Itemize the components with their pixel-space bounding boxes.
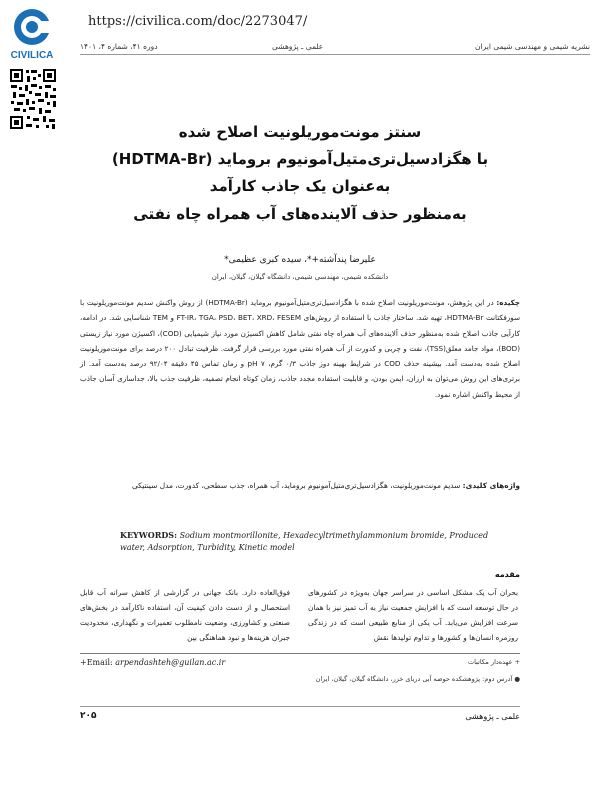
intro-heading: مقدمه xyxy=(494,570,520,579)
keywords-persian xyxy=(80,478,520,494)
title-line-4: به‌منظور حذف آلاینده‌های آب همراه چاه نفتی xyxy=(133,205,467,223)
abstract-text: در این پژوهش، مونت‌موریلونیت اصلاح شده با هگزادسیل‌تری‌متیل‌آمونیوم برومايد (HDTMA-Br) از روش واکنش سدیم مونت‌موریلونیت با سورفکتانت HDTMA-Br، تهیه شد. ساختار جاذب با استفاده از روش‌های FT-IR، TGA، PSD، BET، XRD، FESEM و TEM شناسایی شد. در ادامه، کارآیی جاذب اصلاح شده به‌منظور حذف آلاینده‌های آب همراه چاه نفتی شامل کاهش اکسیژن مورد نیاز شیمیایی (COD)، اکسیژن مورد نیاز زیستی (BOD)، مواد جامد معلق(TSS)، نفت و چربی و کدورت از آب همراه نفتی مورد بررسی قرار گرفت. ظرفیت تبادل ۲۰۰ درصد برای مونت‌موریلونیت اصلاح شده به‌دست آمد. بیشینه حذف COD در شرایط بهینه دوز جاذب ۰/۳ گرم، pH ۷ و زمان تماس ۴۵ دقیقه ۹۲/۰۴ درصد به‌دست آمد. از برتری‌های این روش می‌توان به ارزان، ایمن بودن، و قابلیت استفاده مجدد جاذب، زمان کوتاه انجام تصفیه، ظرفیت جذب بالا، جداسازی آسان جاذب از محیط واکنش اشاره نمود. xyxy=(80,298,521,399)
keywords-english xyxy=(120,529,490,554)
keywords-persian-text: سدیم مونت‌موریلونیت، هگزادسیل‌تری‌متیل‌آمونیوم برومايد، آب همراه، جذب سطحی، کدورت، مدل سینتیکی xyxy=(132,481,463,490)
authors: علیرضا پندآشته‌+*، سیده کبری عظیمی* xyxy=(224,255,376,265)
footer-divider xyxy=(80,706,520,707)
qr-code xyxy=(9,68,57,130)
intro-column-left: فوق‌العاده دارد. بانک جهانی در گزارشی از کاهش سرانه آب قابل استحصال و از دست دادن کیفیت آن، استفاده ناکارآمد در بخش‌های صنعتی و کشاورزی، وضعیت نامطلوب تعمیرات و نگهداری، محدودیت جبران هزینه‌ها و نبود هماهنگی بین xyxy=(80,588,290,642)
affiliation: دانشکده شیمی، مهندسی شیمی، دانشگاه گیلان، گیلان، ایران xyxy=(211,273,389,281)
footer-article-type: علمی ـ پژوهشی xyxy=(465,712,520,721)
header-divider xyxy=(80,54,590,55)
header-journal-name: نشریه شیمی و مهندسی شیمی ایران xyxy=(475,42,590,51)
intro-column-right: بحران آب یک مشکل اساسی در سراسر جهان به‌ویژه در کشورهای در حال توسعه است که با افزایش جمعیت نیاز به آب تمیز نیز با همان سرعت افزایش می‌یابد. آب یکی از منابع طبیعی است که در زندگی روزمره انسان‌ها و کشورها و تداوم تولیدها نقش xyxy=(308,588,518,642)
keywords-english-text: Sodium montmorillonite, Hexadecyltrimethylammonium bromide, Produced water, Adsorption, Turbidity, Kinetic model xyxy=(120,531,489,552)
footnote-second-address: ● آدرس دوم: پژوهشکده حوضه آبی دریای خزر، دانشگاه گیلان، گیلان، ایران xyxy=(315,675,520,683)
civilica-logo[interactable] xyxy=(6,5,58,61)
keywords-english-label: KEYWORDS: xyxy=(120,530,178,540)
header-article-type: علمی ـ پژوهشی xyxy=(272,42,324,51)
email-label: +Email: xyxy=(80,658,113,667)
page-number: ۲۰۵ xyxy=(80,711,97,721)
document-url[interactable]: https://civilica.com/doc/2273047/ xyxy=(88,14,308,29)
footnote-divider xyxy=(80,653,520,654)
abstract-label: چکیده: xyxy=(496,298,520,307)
title-line-1: سنتز مونت‌موریلونیت اصلاح شده xyxy=(178,123,422,141)
keywords-persian-label: واژه‌های کلیدی: xyxy=(462,481,520,490)
abstract xyxy=(80,295,520,402)
title-line-2: با هگزادسیل‌تری‌متیل‌آمونیوم برومايد (HDTMA-Br) xyxy=(111,150,489,168)
footnote-corresponding: + عهده‌دار مکاتبات xyxy=(467,658,520,666)
footnote-email xyxy=(80,658,225,667)
logo-text: CIVILICA xyxy=(10,50,54,61)
email-address[interactable]: arpendashteh@guilan.ac.ir xyxy=(112,658,226,667)
title-line-3: به‌عنوان یک جاذب کارآمد xyxy=(209,177,391,195)
header-issue: دوره ۴۱، شماره ۴، ۱۴۰۱ xyxy=(80,42,158,51)
